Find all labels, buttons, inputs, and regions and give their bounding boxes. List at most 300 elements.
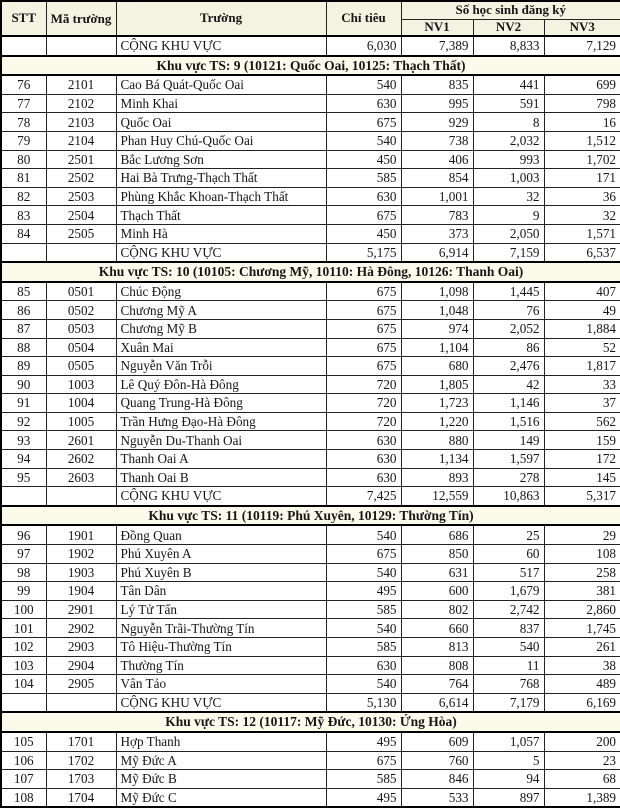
table-row xyxy=(1,751,620,770)
nv1-cell: 373 xyxy=(401,224,473,243)
stt-cell: 103 xyxy=(1,656,46,675)
section-title: Khu vực TS: 12 (10117: Mỹ Đức, 10130: Ứng Hòa) xyxy=(1,712,620,732)
quota-cell: 540 xyxy=(326,525,401,544)
quota-cell: 585 xyxy=(326,169,401,188)
school-code-cell: 2504 xyxy=(46,206,116,225)
school-code-cell: 2502 xyxy=(46,169,116,188)
school-code-cell: 0503 xyxy=(46,319,116,338)
school-name-cell: Phú Xuyên B xyxy=(116,563,326,582)
nv2-cell: 517 xyxy=(473,563,544,582)
section-row xyxy=(1,262,620,282)
nv1-cell: 802 xyxy=(401,600,473,619)
table-row xyxy=(1,150,620,169)
quota-cell: 720 xyxy=(326,375,401,394)
quota-cell: 630 xyxy=(326,431,401,450)
nv2-cell: 2,050 xyxy=(473,224,544,243)
school-name-cell: Thanh Oai A xyxy=(116,450,326,469)
stt-cell: 81 xyxy=(1,169,46,188)
table-row xyxy=(1,338,620,357)
nv2-cell: 591 xyxy=(473,94,544,113)
quota-cell: 675 xyxy=(326,545,401,564)
school-name-cell: Bắc Lương Sơn xyxy=(116,150,326,169)
quota-cell: 630 xyxy=(326,656,401,675)
school-code-cell: 1904 xyxy=(46,582,116,601)
school-name-cell: CỘNG KHU VỰC xyxy=(116,487,326,506)
stt-cell: 83 xyxy=(1,206,46,225)
nv3-cell: 37 xyxy=(544,394,620,413)
nv2-cell: 60 xyxy=(473,545,544,564)
school-name-cell: Trần Hưng Đạo-Hà Đông xyxy=(116,412,326,431)
stt-cell: 97 xyxy=(1,545,46,564)
nv3-cell: 1,817 xyxy=(544,357,620,376)
quota-cell: 495 xyxy=(326,732,401,751)
nv3-cell: 2,860 xyxy=(544,600,620,619)
school-code-cell: 1702 xyxy=(46,751,116,770)
nv1-cell: 1,104 xyxy=(401,338,473,357)
quota-cell: 630 xyxy=(326,94,401,113)
nv2-cell: 993 xyxy=(473,150,544,169)
table-row xyxy=(1,319,620,338)
nv2-cell: 540 xyxy=(473,638,544,657)
table-row xyxy=(1,450,620,469)
table-row xyxy=(1,675,620,694)
school-name-cell: Thường Tín xyxy=(116,656,326,675)
nv2-cell: 441 xyxy=(473,75,544,94)
school-name-cell: Tô Hiệu-Thường Tín xyxy=(116,638,326,657)
quota-cell: 630 xyxy=(326,450,401,469)
table-row xyxy=(1,131,620,150)
nv1-cell: 783 xyxy=(401,206,473,225)
nv1-cell: 893 xyxy=(401,468,473,487)
stt-cell: 87 xyxy=(1,319,46,338)
quota-cell: 6,030 xyxy=(326,36,401,56)
nv1-cell: 1,805 xyxy=(401,375,473,394)
quota-cell: 540 xyxy=(326,131,401,150)
table-row xyxy=(1,113,620,132)
nv3-cell: 1,512 xyxy=(544,131,620,150)
school-code-cell: 1902 xyxy=(46,545,116,564)
school-name-cell: CỘNG KHU VỰC xyxy=(116,693,326,712)
header-school: Trường xyxy=(116,1,326,36)
school-name-cell: Phú Xuyên A xyxy=(116,545,326,564)
nv1-cell: 686 xyxy=(401,525,473,544)
nv3-cell: 68 xyxy=(544,770,620,789)
school-code-cell: 1005 xyxy=(46,412,116,431)
table-row xyxy=(1,582,620,601)
table-row xyxy=(1,75,620,94)
school-name-cell: Mỹ Đức B xyxy=(116,770,326,789)
school-name-cell: Minh Khai xyxy=(116,94,326,113)
school-name-cell: Phan Huy Chú-Quốc Oai xyxy=(116,131,326,150)
section-row xyxy=(1,56,620,76)
quota-cell: 675 xyxy=(326,282,401,301)
quota-cell: 675 xyxy=(326,113,401,132)
school-name-cell: Lý Tử Tấn xyxy=(116,600,326,619)
table-row xyxy=(1,638,620,657)
table-row xyxy=(1,375,620,394)
header-stt: STT xyxy=(1,1,46,36)
school-code-cell: 2501 xyxy=(46,150,116,169)
school-code-cell: 2601 xyxy=(46,431,116,450)
stt-cell: 93 xyxy=(1,431,46,450)
table-row xyxy=(1,600,620,619)
stt-cell: 84 xyxy=(1,224,46,243)
nv2-cell: 7,179 xyxy=(473,693,544,712)
nv1-cell: 1,723 xyxy=(401,394,473,413)
nv1-cell: 738 xyxy=(401,131,473,150)
nv1-cell: 854 xyxy=(401,169,473,188)
school-name-cell: CỘNG KHU VỰC xyxy=(116,243,326,262)
stt-cell: 107 xyxy=(1,770,46,789)
nv3-cell: 1,745 xyxy=(544,619,620,638)
nv1-cell: 850 xyxy=(401,545,473,564)
school-name-cell: Tân Dân xyxy=(116,582,326,601)
stt-cell: 90 xyxy=(1,375,46,394)
school-name-cell: Nguyễn Du-Thanh Oai xyxy=(116,431,326,450)
nv1-cell: 764 xyxy=(401,675,473,694)
table-row xyxy=(1,545,620,564)
nv2-cell: 32 xyxy=(473,187,544,206)
school-name-cell: Phùng Khắc Khoan-Thạch Thất xyxy=(116,187,326,206)
school-code-cell: 0505 xyxy=(46,357,116,376)
total-row xyxy=(1,693,620,712)
school-name-cell: Xuân Mai xyxy=(116,338,326,357)
school-code-cell: 0504 xyxy=(46,338,116,357)
nv3-cell: 200 xyxy=(544,732,620,751)
nv3-cell: 407 xyxy=(544,282,620,301)
nv3-cell: 108 xyxy=(544,545,620,564)
nv2-cell: 94 xyxy=(473,770,544,789)
nv2-cell: 86 xyxy=(473,338,544,357)
nv1-cell: 631 xyxy=(401,563,473,582)
total-row xyxy=(1,36,620,56)
nv3-cell: 381 xyxy=(544,582,620,601)
stt-cell: 92 xyxy=(1,412,46,431)
nv1-cell: 660 xyxy=(401,619,473,638)
school-name-cell: CỘNG KHU VỰC xyxy=(116,36,326,56)
school-name-cell: Mỹ Đức C xyxy=(116,788,326,807)
table-row xyxy=(1,206,620,225)
school-code-cell: 2902 xyxy=(46,619,116,638)
nv2-cell: 1,445 xyxy=(473,282,544,301)
stt-cell: 102 xyxy=(1,638,46,657)
stt-cell: 95 xyxy=(1,468,46,487)
nv3-cell: 145 xyxy=(544,468,620,487)
stt-cell: 78 xyxy=(1,113,46,132)
quota-cell: 585 xyxy=(326,638,401,657)
nv1-cell: 1,220 xyxy=(401,412,473,431)
quota-cell: 5,130 xyxy=(326,693,401,712)
quota-cell: 450 xyxy=(326,150,401,169)
school-name-cell: Minh Hà xyxy=(116,224,326,243)
quota-cell: 495 xyxy=(326,788,401,807)
nv1-cell: 6,614 xyxy=(401,693,473,712)
school-code-cell: 2503 xyxy=(46,187,116,206)
school-name-cell: Cao Bá Quát-Quốc Oai xyxy=(116,75,326,94)
quota-cell: 540 xyxy=(326,75,401,94)
nv1-cell: 835 xyxy=(401,75,473,94)
quota-cell: 675 xyxy=(326,206,401,225)
table-row xyxy=(1,224,620,243)
school-code-cell: 0501 xyxy=(46,282,116,301)
nv2-cell: 9 xyxy=(473,206,544,225)
table-row xyxy=(1,301,620,320)
nv2-cell: 768 xyxy=(473,675,544,694)
stt-cell: 77 xyxy=(1,94,46,113)
stt-cell: 106 xyxy=(1,751,46,770)
nv1-cell: 406 xyxy=(401,150,473,169)
nv3-cell: 261 xyxy=(544,638,620,657)
nv2-cell: 2,032 xyxy=(473,131,544,150)
school-name-cell: Chương Mỹ A xyxy=(116,301,326,320)
nv1-cell: 609 xyxy=(401,732,473,751)
stt-cell: 85 xyxy=(1,282,46,301)
nv3-cell: 49 xyxy=(544,301,620,320)
nv1-cell: 995 xyxy=(401,94,473,113)
table-row xyxy=(1,412,620,431)
school-code-cell: 2905 xyxy=(46,675,116,694)
nv3-cell: 36 xyxy=(544,187,620,206)
school-name-cell: Quang Trung-Hà Đông xyxy=(116,394,326,413)
school-code-cell: 2505 xyxy=(46,224,116,243)
school-code-cell: 1004 xyxy=(46,394,116,413)
school-code-cell xyxy=(46,487,116,506)
stt-cell: 88 xyxy=(1,338,46,357)
nv2-cell: 2,052 xyxy=(473,319,544,338)
stt-cell: 96 xyxy=(1,525,46,544)
quota-cell: 540 xyxy=(326,563,401,582)
table-header xyxy=(1,1,620,36)
nv2-cell: 25 xyxy=(473,525,544,544)
school-name-cell: Quốc Oai xyxy=(116,113,326,132)
quota-cell: 720 xyxy=(326,394,401,413)
quota-cell: 540 xyxy=(326,619,401,638)
quota-cell: 675 xyxy=(326,319,401,338)
nv2-cell: 1,146 xyxy=(473,394,544,413)
nv3-cell: 52 xyxy=(544,338,620,357)
stt-cell: 108 xyxy=(1,788,46,807)
stt-cell: 104 xyxy=(1,675,46,694)
school-name-cell: Chúc Động xyxy=(116,282,326,301)
school-code-cell xyxy=(46,243,116,262)
quota-cell: 675 xyxy=(326,357,401,376)
nv2-cell: 11 xyxy=(473,656,544,675)
nv1-cell: 1,098 xyxy=(401,282,473,301)
school-code-cell: 1003 xyxy=(46,375,116,394)
school-code-cell: 1704 xyxy=(46,788,116,807)
nv3-cell: 171 xyxy=(544,169,620,188)
school-name-cell: Chương Mỹ B xyxy=(116,319,326,338)
stt-cell: 105 xyxy=(1,732,46,751)
nv1-cell: 1,048 xyxy=(401,301,473,320)
nv3-cell: 7,129 xyxy=(544,36,620,56)
nv3-cell: 5,317 xyxy=(544,487,620,506)
table-row xyxy=(1,788,620,807)
stt-cell: 86 xyxy=(1,301,46,320)
stt-cell: 94 xyxy=(1,450,46,469)
school-code-cell: 1901 xyxy=(46,525,116,544)
school-name-cell: Thanh Oai B xyxy=(116,468,326,487)
nv3-cell: 29 xyxy=(544,525,620,544)
school-name-cell: Nguyễn Trãi-Thường Tín xyxy=(116,619,326,638)
school-name-cell: Hai Bà Trưng-Thạch Thất xyxy=(116,169,326,188)
nv2-cell: 1,679 xyxy=(473,582,544,601)
header-school-code: Mã trường xyxy=(46,1,116,36)
table-row xyxy=(1,468,620,487)
table-row xyxy=(1,770,620,789)
stt-cell: 82 xyxy=(1,187,46,206)
nv3-cell: 159 xyxy=(544,431,620,450)
section-title: Khu vực TS: 10 (10105: Chương Mỹ, 10110: Hà Đông, 10126: Thanh Oai) xyxy=(1,262,620,282)
nv1-cell: 12,559 xyxy=(401,487,473,506)
table-row xyxy=(1,656,620,675)
school-name-cell: Hợp Thanh xyxy=(116,732,326,751)
nv2-cell: 837 xyxy=(473,619,544,638)
school-code-cell: 2104 xyxy=(46,131,116,150)
school-code-cell: 2603 xyxy=(46,468,116,487)
quota-cell: 585 xyxy=(326,600,401,619)
table-row xyxy=(1,187,620,206)
nv2-cell: 8,833 xyxy=(473,36,544,56)
nv1-cell: 929 xyxy=(401,113,473,132)
school-code-cell: 2904 xyxy=(46,656,116,675)
nv3-cell: 562 xyxy=(544,412,620,431)
nv2-cell: 1,516 xyxy=(473,412,544,431)
nv2-cell: 76 xyxy=(473,301,544,320)
nv2-cell: 8 xyxy=(473,113,544,132)
nv2-cell: 278 xyxy=(473,468,544,487)
nv3-cell: 1,702 xyxy=(544,150,620,169)
school-name-cell: Vân Tảo xyxy=(116,675,326,694)
school-code-cell xyxy=(46,36,116,56)
school-code-cell: 2903 xyxy=(46,638,116,657)
school-code-cell: 1903 xyxy=(46,563,116,582)
nv1-cell: 533 xyxy=(401,788,473,807)
nv3-cell: 1,571 xyxy=(544,224,620,243)
table-row xyxy=(1,563,620,582)
nv1-cell: 7,389 xyxy=(401,36,473,56)
nv1-cell: 813 xyxy=(401,638,473,657)
nv2-cell: 2,476 xyxy=(473,357,544,376)
table-row xyxy=(1,525,620,544)
quota-cell: 675 xyxy=(326,301,401,320)
nv2-cell: 42 xyxy=(473,375,544,394)
nv2-cell: 1,597 xyxy=(473,450,544,469)
nv3-cell: 6,537 xyxy=(544,243,620,262)
table-row xyxy=(1,732,620,751)
nv1-cell: 600 xyxy=(401,582,473,601)
nv2-cell: 1,057 xyxy=(473,732,544,751)
quota-cell: 630 xyxy=(326,187,401,206)
header-nv1: NV1 xyxy=(401,19,473,36)
nv3-cell: 699 xyxy=(544,75,620,94)
nv2-cell: 5 xyxy=(473,751,544,770)
nv2-cell: 10,863 xyxy=(473,487,544,506)
nv3-cell: 33 xyxy=(544,375,620,394)
section-title: Khu vực TS: 11 (10119: Phú Xuyên, 10129: Thường Tín) xyxy=(1,506,620,526)
stt-cell: 79 xyxy=(1,131,46,150)
section-row xyxy=(1,506,620,526)
header-quota: Chỉ tiêu xyxy=(326,1,401,36)
nv2-cell: 2,742 xyxy=(473,600,544,619)
table-row xyxy=(1,619,620,638)
section-row xyxy=(1,712,620,732)
school-name-cell: Thạch Thất xyxy=(116,206,326,225)
nv3-cell: 38 xyxy=(544,656,620,675)
school-code-cell: 2102 xyxy=(46,94,116,113)
nv3-cell: 258 xyxy=(544,563,620,582)
header-registered: Số học sinh đăng ký xyxy=(401,1,620,19)
nv1-cell: 808 xyxy=(401,656,473,675)
school-code-cell: 2901 xyxy=(46,600,116,619)
school-name-cell: Nguyễn Văn Trỗi xyxy=(116,357,326,376)
nv1-cell: 1,001 xyxy=(401,187,473,206)
quota-cell: 5,175 xyxy=(326,243,401,262)
quota-cell: 450 xyxy=(326,224,401,243)
table-body xyxy=(1,36,620,807)
school-code-cell: 1703 xyxy=(46,770,116,789)
table-row xyxy=(1,394,620,413)
section-title: Khu vực TS: 9 (10121: Quốc Oai, 10125: Thạch Thất) xyxy=(1,56,620,76)
nv2-cell: 149 xyxy=(473,431,544,450)
nv3-cell: 23 xyxy=(544,751,620,770)
stt-cell: 89 xyxy=(1,357,46,376)
quota-cell: 675 xyxy=(326,751,401,770)
quota-cell: 720 xyxy=(326,412,401,431)
school-code-cell xyxy=(46,693,116,712)
quota-cell: 540 xyxy=(326,675,401,694)
header-nv3: NV3 xyxy=(544,19,620,36)
nv1-cell: 760 xyxy=(401,751,473,770)
nv3-cell: 16 xyxy=(544,113,620,132)
stt-cell xyxy=(1,243,46,262)
header-nv2: NV2 xyxy=(473,19,544,36)
nv1-cell: 846 xyxy=(401,770,473,789)
nv2-cell: 7,159 xyxy=(473,243,544,262)
school-name-cell: Đồng Quan xyxy=(116,525,326,544)
nv1-cell: 1,134 xyxy=(401,450,473,469)
stt-cell: 99 xyxy=(1,582,46,601)
nv3-cell: 1,389 xyxy=(544,788,620,807)
quota-cell: 630 xyxy=(326,468,401,487)
nv1-cell: 974 xyxy=(401,319,473,338)
nv3-cell: 489 xyxy=(544,675,620,694)
school-code-cell: 0502 xyxy=(46,301,116,320)
nv3-cell: 32 xyxy=(544,206,620,225)
school-code-cell: 2602 xyxy=(46,450,116,469)
total-row xyxy=(1,243,620,262)
stt-cell xyxy=(1,693,46,712)
stt-cell xyxy=(1,36,46,56)
nv3-cell: 1,884 xyxy=(544,319,620,338)
total-row xyxy=(1,487,620,506)
stt-cell: 101 xyxy=(1,619,46,638)
quota-cell: 495 xyxy=(326,582,401,601)
stt-cell xyxy=(1,487,46,506)
school-name-cell: Lê Quý Đôn-Hà Đông xyxy=(116,375,326,394)
table-row xyxy=(1,357,620,376)
nv1-cell: 680 xyxy=(401,357,473,376)
nv1-cell: 880 xyxy=(401,431,473,450)
school-code-cell: 2101 xyxy=(46,75,116,94)
school-code-cell: 1701 xyxy=(46,732,116,751)
table-row xyxy=(1,431,620,450)
stt-cell: 80 xyxy=(1,150,46,169)
nv2-cell: 1,003 xyxy=(473,169,544,188)
stt-cell: 91 xyxy=(1,394,46,413)
stt-cell: 76 xyxy=(1,75,46,94)
nv1-cell: 6,914 xyxy=(401,243,473,262)
